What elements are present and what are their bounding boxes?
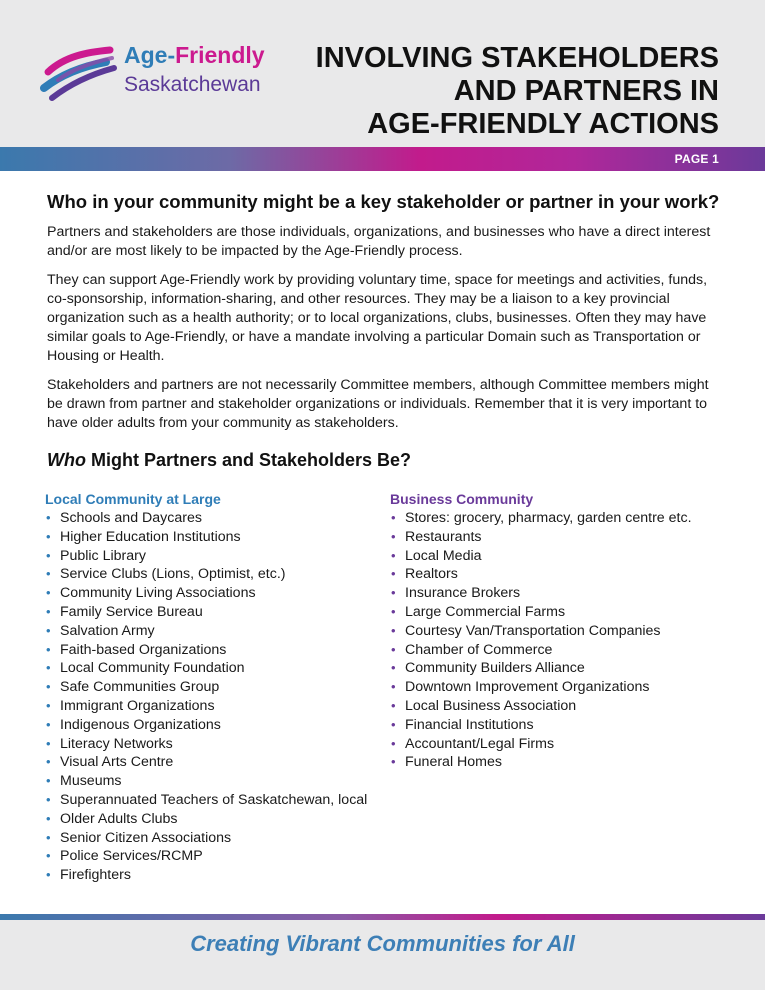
list-item: • Older Adults Clubs xyxy=(45,810,375,829)
list-item: • Salvation Army xyxy=(45,622,375,641)
list-item: • Local Community Foundation xyxy=(45,659,375,678)
list-item: • Higher Education Institutions xyxy=(45,528,375,547)
list-item: • Local Media xyxy=(390,547,730,566)
list-item: • Safe Communities Group xyxy=(45,678,375,697)
list-item: • Schools and Daycares xyxy=(45,509,375,528)
who-heading-emphasis: Who xyxy=(47,450,86,470)
page-number: PAGE 1 xyxy=(674,152,719,166)
local-community-column xyxy=(45,491,375,885)
list-item: • Immigrant Organizations xyxy=(45,697,375,716)
list-item: • Chamber of Commerce xyxy=(390,641,730,660)
list-item: • Restaurants xyxy=(390,528,730,547)
business-community-list xyxy=(390,509,730,772)
document-title xyxy=(316,42,719,141)
intro-paragraph-1: Partners and stakeholders are those individuals, organizations, and businesses who have a direct interest and/or are most likely to be impacted by the Age-Friendly process. xyxy=(47,224,711,259)
age-friendly-logo xyxy=(40,40,280,110)
who-heading-rest: Might Partners and Stakeholders Be? xyxy=(85,450,412,470)
business-community-column xyxy=(390,491,730,772)
list-item: • Large Commercial Farms xyxy=(390,603,730,622)
local-community-list xyxy=(45,509,375,885)
list-item: • Literacy Networks xyxy=(45,735,375,754)
logo-word-friendly: Friendly xyxy=(175,42,265,68)
list-item: • Accountant/Legal Firms xyxy=(390,735,730,754)
list-item: • Downtown Improvement Organizations xyxy=(390,678,730,697)
header-gradient-stripe xyxy=(0,147,765,171)
intro-section xyxy=(47,191,722,443)
list-item: • Insurance Brokers xyxy=(390,584,730,603)
list-item: • Realtors xyxy=(390,565,730,584)
business-community-title: Business Community xyxy=(390,491,534,507)
list-item: • Visual Arts Centre xyxy=(45,753,375,772)
list-item: • Financial Institutions xyxy=(390,716,730,735)
list-item: • Museums xyxy=(45,772,375,791)
list-item: • Superannuated Teachers of Saskatchewan, local xyxy=(45,791,375,810)
logo-wordmark-line2: Saskatchewan xyxy=(124,73,261,96)
intro-paragraph-3: Stakeholders and partners are not necessarily Committee members, although Committee members might be drawn from partner and stakeholder organizations or individuals. Remember that it is very important to have older adults from your community as stakeholders. xyxy=(47,377,709,431)
list-item: • Firefighters xyxy=(45,866,375,885)
list-item: • Stores: grocery, pharmacy, garden centre etc. xyxy=(390,509,730,528)
title-line-1: INVOLVING STAKEHOLDERS xyxy=(315,42,719,74)
logo-wordmark-line1 xyxy=(124,42,265,69)
list-item: • Faith-based Organizations xyxy=(45,641,375,660)
logo-word-age: Age- xyxy=(124,42,176,68)
local-community-title: Local Community at Large xyxy=(45,491,221,507)
title-line-3: AGE-FRIENDLY ACTIONS xyxy=(367,108,719,140)
list-item: • Funeral Homes xyxy=(390,753,730,772)
list-item: • Local Business Association xyxy=(390,697,730,716)
list-item: • Public Library xyxy=(45,547,375,566)
list-item: • Family Service Bureau xyxy=(45,603,375,622)
list-item: • Community Living Associations xyxy=(45,584,375,603)
title-line-2: AND PARTNERS IN xyxy=(453,75,719,107)
intro-heading: Who in your community might be a key stakeholder or partner in your work? xyxy=(47,191,720,212)
list-item: • Community Builders Alliance xyxy=(390,659,730,678)
who-heading xyxy=(47,450,411,471)
intro-paragraph-2: They can support Age-Friendly work by providing voluntary time, space for meetings and activities, funds, co-sponsorship, information-sharing, and other resources. They may be a liaison to a key provincial organization such as a health authority; or to local organizations, clubs, businesses. Often they may have similar goals to Age-Friendly, or have a mandate involving a particular Domain such as Transportation or Housing or Health. xyxy=(47,272,708,364)
brush-strokes-logo-icon xyxy=(40,44,120,104)
list-item: • Indigenous Organizations xyxy=(45,716,375,735)
footer-tagline: Creating Vibrant Communities for All xyxy=(190,931,575,956)
list-item: • Courtesy Van/Transportation Companies xyxy=(390,622,730,641)
list-item: • Service Clubs (Lions, Optimist, etc.) xyxy=(45,565,375,584)
list-item: • Senior Citizen Associations xyxy=(45,829,375,848)
list-item: • Police Services/RCMP xyxy=(45,847,375,866)
